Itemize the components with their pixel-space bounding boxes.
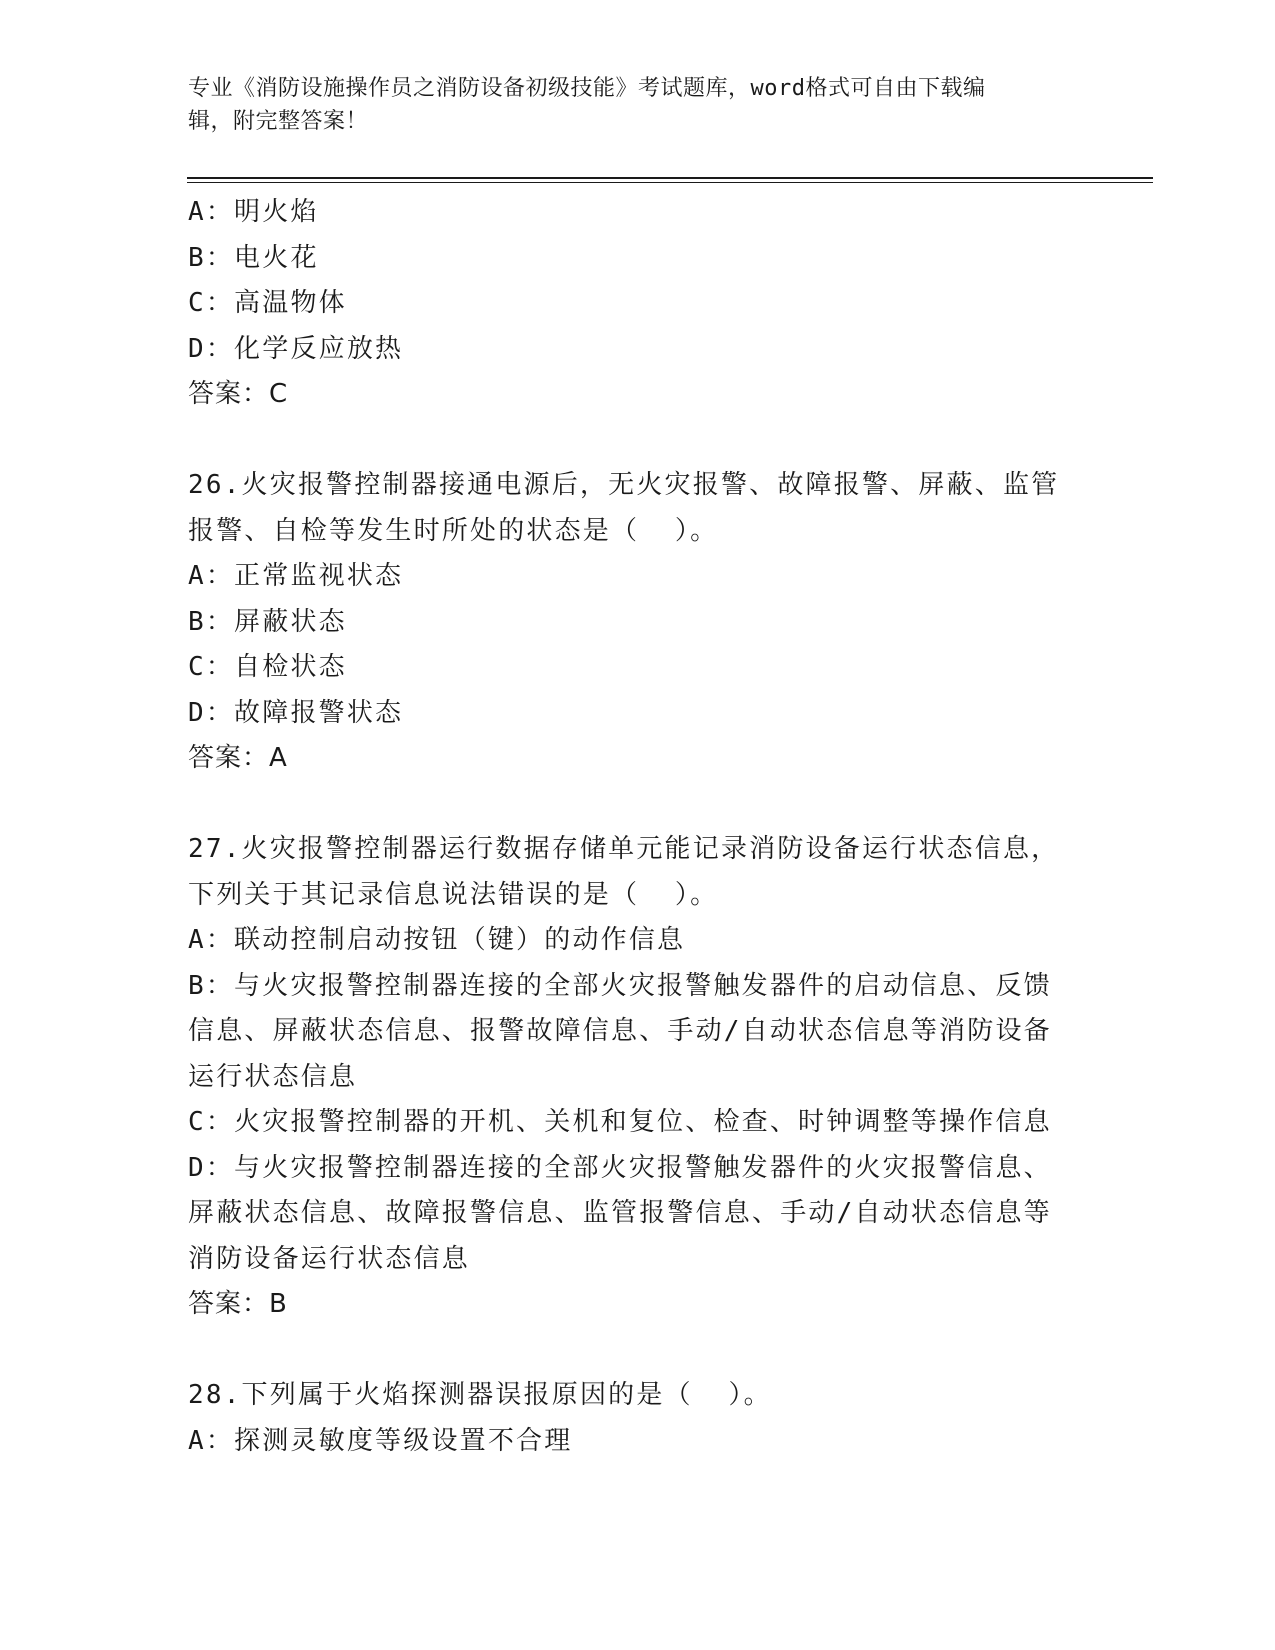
q26-option-a: A：正常监视状态 bbox=[188, 561, 404, 591]
header-divider-thin bbox=[187, 182, 1153, 183]
q27-option-b-line-1: B：与火灾报警控制器连接的全部火灾报警触发器件的启动信息、反馈 bbox=[188, 970, 1052, 1001]
header-divider-thick bbox=[187, 177, 1153, 179]
q25-option-c: C：高温物体 bbox=[188, 288, 347, 318]
q27-option-a: A：联动控制启动按钮（键）的动作信息 bbox=[188, 925, 686, 955]
q28-option-a: A：探测灵敏度等级设置不合理 bbox=[188, 1425, 573, 1456]
document-header bbox=[188, 72, 1068, 138]
q26-stem-line-1: 26.火灾报警控制器接通电源后，无火灾报警、故障报警、屏蔽、监管 bbox=[188, 470, 1060, 500]
question-27 bbox=[188, 827, 1083, 1328]
q25-option-a: A：明火焰 bbox=[188, 197, 319, 227]
q26-answer: 答案：A bbox=[188, 743, 288, 773]
q27-option-c: C：火灾报警控制器的开机、关机和复位、检查、时钟调整等操作信息 bbox=[188, 1107, 1052, 1137]
q25-answer: 答案：C bbox=[188, 379, 289, 409]
question-25 bbox=[188, 190, 1083, 418]
question-list bbox=[188, 190, 1083, 1464]
q27-answer: 答案：B bbox=[188, 1289, 288, 1319]
q28-stem: 28.下列属于火焰探测器误报原因的是（ ）。 bbox=[188, 1380, 772, 1410]
q27-option-d-line-1: D：与火灾报警控制器连接的全部火灾报警触发器件的火灾报警信息、 bbox=[188, 1152, 1052, 1183]
q27-stem-line-2: 下列关于其记录信息说法错误的是（ ）。 bbox=[188, 879, 719, 910]
q27-option-b-line-3: 运行状态信息 bbox=[188, 1061, 358, 1092]
header-line-2: 辑，附完整答案！ bbox=[188, 109, 369, 134]
spacer bbox=[188, 782, 1083, 828]
q27-option-b-line-2: 信息、屏蔽状态信息、报警故障信息、手动/自动状态信息等消防设备 bbox=[188, 1016, 1052, 1046]
spacer bbox=[188, 418, 1083, 464]
q26-option-d: D：故障报警状态 bbox=[188, 697, 404, 728]
q27-stem-line-1: 27.火灾报警控制器运行数据存储单元能记录消防设备运行状态信息， bbox=[188, 834, 1060, 864]
q27-option-d-line-3: 消防设备运行状态信息 bbox=[188, 1243, 471, 1274]
q25-option-d: D：化学反应放热 bbox=[188, 333, 404, 364]
q27-option-d-line-2: 屏蔽状态信息、故障报警信息、监管报警信息、手动/自动状态信息等 bbox=[188, 1198, 1052, 1228]
q25-option-b: B：电火花 bbox=[188, 242, 319, 273]
question-28 bbox=[188, 1373, 1083, 1464]
spacer bbox=[188, 1328, 1083, 1374]
header-line-1: 专业《消防设施操作员之消防设备初级技能》考试题库，word格式可自由下载编 bbox=[188, 76, 986, 101]
q26-stem-line-2: 报警、自检等发生时所处的状态是（ ）。 bbox=[188, 515, 719, 546]
q26-option-b: B：屏蔽状态 bbox=[188, 606, 347, 637]
question-26 bbox=[188, 463, 1083, 782]
q26-option-c: C：自检状态 bbox=[188, 652, 347, 682]
